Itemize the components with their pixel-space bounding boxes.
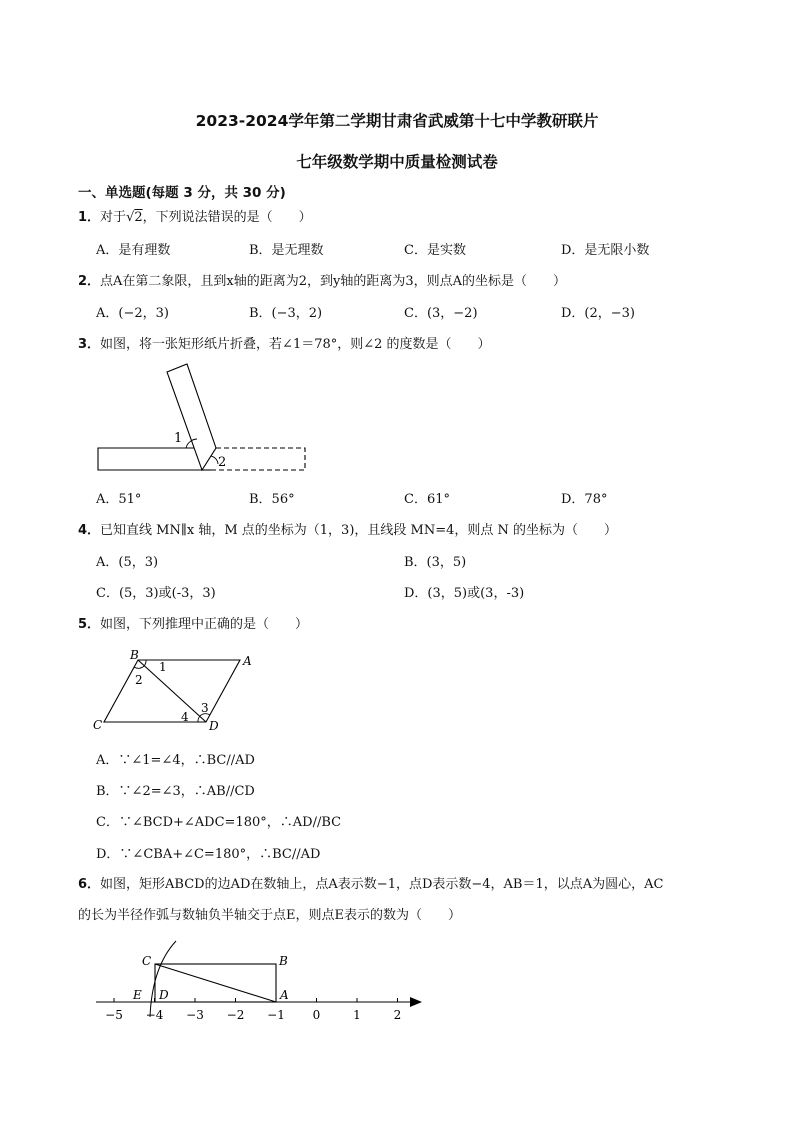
angle-2-arc	[134, 666, 144, 668]
question-stem: 点A在第二象限，且到x轴的距离为2，到y轴的距离为3，则点A的坐标是（ ）	[100, 274, 567, 289]
q2-option-b[interactable]: B．(−3，2)	[249, 306, 323, 321]
point-c-label: C	[142, 954, 152, 968]
angle-1-label: 1	[174, 431, 183, 446]
axis-tick-label: −3	[186, 1008, 204, 1022]
point-e-label: E	[133, 988, 142, 1002]
arc-from-c	[150, 941, 176, 1017]
axis-tick-label: −1	[267, 1008, 285, 1022]
q5-option-b[interactable]: B．∵∠2=∠3，∴AB//CD	[96, 784, 255, 799]
axis-tick-label: −2	[226, 1008, 245, 1022]
axis-tick-label: 2	[393, 1008, 402, 1022]
question-number: 2．	[78, 274, 101, 289]
q1-option-b[interactable]: B．是无理数	[249, 243, 324, 258]
folded-rectangle-figure	[90, 360, 320, 480]
q4-option-d[interactable]: D．(3，5)或(3，-3)	[404, 586, 525, 601]
angle-2-arc	[211, 456, 218, 464]
angle-4-arc	[198, 716, 200, 722]
axis-tick-label: 1	[353, 1008, 361, 1022]
angle-1-label: 1	[159, 660, 167, 674]
vertex-b-label: B	[130, 648, 139, 662]
point-b-label: B	[279, 954, 288, 968]
point-a-label: A	[280, 988, 289, 1002]
folded-strip	[167, 364, 216, 470]
q3-option-a[interactable]: A．51°	[96, 492, 142, 507]
parallelogram-figure	[88, 648, 268, 738]
vertex-a-label: A	[243, 654, 252, 668]
angle-2-label: 2	[218, 455, 227, 470]
question-stem-before: 对于	[100, 210, 127, 225]
question-number: 1．	[78, 210, 101, 225]
q2-option-d[interactable]: D．(2，−3)	[561, 306, 636, 321]
diagonal-ac	[155, 964, 276, 1002]
number-line-figure	[92, 935, 432, 1035]
question-6-line2: 的长为半径作弧与数轴负半轴交于点E，则点E表示的数为（ ）	[78, 908, 461, 923]
q3-option-c[interactable]: C．61°	[404, 492, 450, 507]
question-2	[78, 270, 566, 289]
q2-option-a[interactable]: A．(−2，3)	[96, 306, 169, 321]
q1-option-d[interactable]: D．是无限小数	[561, 243, 650, 258]
point-d-label: D	[159, 988, 169, 1002]
question-6	[78, 873, 663, 892]
axis-tick-label: −4	[145, 1008, 164, 1022]
angle-2-label: 2	[135, 673, 143, 687]
diagonal-bd	[138, 660, 206, 722]
strip-solid-edge	[98, 448, 211, 470]
section-heading: 一、单选题(每题 3 分，共 30 分)	[78, 185, 286, 201]
sqrt-radicand: 2	[134, 210, 143, 225]
question-stem: 已知直线 MN∥x 轴，M 点的坐标为（1，3)，且线段 MN=4，则点 N 的坐标为（ ）	[100, 523, 618, 538]
question-stem: 如图，下列推理中正确的是（ ）	[100, 617, 309, 632]
question-5	[78, 613, 308, 632]
exam-title-line2: 七年级数学期中质量检测试卷	[296, 153, 498, 171]
angle-3-label: 3	[201, 701, 209, 715]
question-stem: 如图，将一张矩形纸片折叠，若∠1＝78°，则∠2 的度数是（ ）	[100, 337, 491, 352]
angle-4-label: 4	[181, 710, 189, 724]
axis-arrow	[410, 997, 422, 1007]
axis-tick-label: 0	[312, 1008, 321, 1022]
exam-title-line1: 2023-2024学年第二学期甘肃省武威第十七中学教研联片	[195, 112, 599, 130]
question-4	[78, 519, 617, 538]
question-number: 3．	[78, 337, 101, 352]
q5-option-c[interactable]: C．∵∠BCD+∠ADC=180°，∴AD//BC	[96, 815, 342, 830]
question-number: 4．	[78, 523, 101, 538]
question-3	[78, 333, 491, 352]
q3-option-b[interactable]: B．56°	[249, 492, 295, 507]
q4-option-c[interactable]: C．(5，3)或(-3，3)	[96, 586, 216, 601]
q4-option-b[interactable]: B．(3，5)	[404, 555, 467, 570]
question-number: 5．	[78, 617, 101, 632]
q1-option-a[interactable]: A．是有理数	[96, 243, 171, 258]
axis-tick-label: −5	[105, 1008, 123, 1022]
q5-option-d[interactable]: D．∵∠CBA+∠C=180°，∴BC//AD	[96, 847, 321, 862]
vertex-d-label: D	[209, 719, 219, 733]
question-1	[78, 206, 312, 225]
question-number: 6．	[78, 877, 101, 892]
sqrt-symbol: √	[126, 210, 135, 225]
q2-option-c[interactable]: C．(3，−2)	[404, 306, 478, 321]
vertex-c-label: C	[93, 718, 103, 732]
question-stem-after: ，下列说法错误的是（ ）	[142, 210, 312, 225]
angle-1-arc	[144, 660, 146, 666]
question-stem-line1: 如图，矩形ABCD的边AD在数轴上，点A表示数−1，点D表示数−4，AB＝1，以点A为圆心，AC	[100, 877, 664, 892]
q4-option-a[interactable]: A．(5，3)	[96, 555, 159, 570]
q3-option-d[interactable]: D．78°	[561, 492, 608, 507]
q1-option-c[interactable]: C．是实数	[404, 243, 466, 258]
q5-option-a[interactable]: A．∵∠1=∠4，∴BC//AD	[96, 753, 255, 768]
